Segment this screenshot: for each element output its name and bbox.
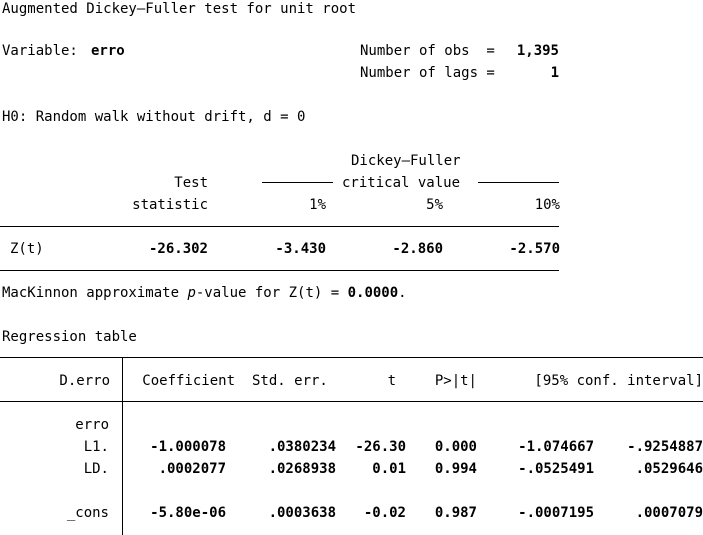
- col-5pct: 5%: [426, 197, 443, 213]
- table-row-se: .0003638: [268, 505, 336, 521]
- nlags-label: Number of lags =: [360, 65, 495, 81]
- table-row-coef: .0002077: [158, 461, 226, 477]
- reg-col-t: t: [387, 373, 396, 389]
- dickey-fuller-label: Dickey–Fuller: [351, 153, 461, 169]
- zt-label: Z(t): [10, 241, 44, 257]
- table-row-p: 0.000: [434, 439, 477, 455]
- table-row-t: -26.30: [355, 439, 406, 455]
- regression-title: Regression table: [2, 329, 137, 345]
- table-row-ci-high: .0007079: [635, 505, 703, 521]
- mackinnon-p: p: [187, 285, 196, 301]
- statistic-label: statistic: [132, 197, 208, 213]
- table-row-t: -0.02: [363, 505, 406, 521]
- test-title: Augmented Dickey–Fuller test for unit root: [2, 1, 357, 17]
- reg-depvar: D.erro: [59, 373, 110, 389]
- critical-value-label: critical value: [342, 175, 461, 191]
- critical-value-rule-right: [478, 182, 559, 183]
- mackinnon-note: [2, 284, 407, 302]
- mackinnon-value: 0.0000: [347, 285, 399, 301]
- table-row-ci-high: .0529646: [635, 461, 703, 477]
- table-row-se: .0380234: [268, 439, 336, 455]
- nobs-label: Number of obs =: [360, 43, 495, 59]
- table-row-p: 0.994: [434, 461, 477, 477]
- zt-cv-5pct: -2.860: [392, 241, 443, 257]
- reg-col-p: P>|t|: [434, 373, 477, 389]
- table-row-ci-high: -.9254887: [627, 439, 703, 455]
- table-row-t: 0.01: [372, 461, 406, 477]
- reg-col-coefficient: Coefficient: [142, 373, 235, 389]
- zt-cv-10pct: -2.570: [509, 241, 560, 257]
- table-row-ci-low: -.0525491: [518, 461, 594, 477]
- reg-table-rule-mid: [0, 401, 703, 402]
- nobs-value: 1,395: [516, 43, 559, 59]
- test-label: Test: [174, 175, 208, 191]
- reg-table-divider: [122, 357, 123, 535]
- table-row-se: .0268938: [268, 461, 336, 477]
- mackinnon-suffix: .: [398, 285, 407, 301]
- df-table-rule-top: [0, 226, 559, 227]
- table-row-label: _cons: [66, 505, 109, 521]
- df-table-rule-bottom: [0, 270, 559, 271]
- zt-cv-1pct: -3.430: [275, 241, 326, 257]
- table-row-ci-low: -.0007195: [518, 505, 594, 521]
- table-row-label: LD.: [83, 461, 109, 477]
- reg-table-rule-top: [0, 357, 703, 358]
- table-row-ci-low: -1.074667: [518, 439, 594, 455]
- variable-label: Variable:: [2, 43, 78, 59]
- reg-group-label: erro: [75, 417, 109, 433]
- mackinnon-prefix: MacKinnon approximate: [2, 285, 188, 301]
- col-1pct: 1%: [309, 197, 326, 213]
- variable-value: erro: [91, 43, 125, 59]
- reg-col-stderr: Std. err.: [252, 373, 328, 389]
- critical-value-rule-left: [262, 182, 333, 183]
- null-hypothesis: H0: Random walk without drift, d = 0: [2, 109, 306, 125]
- reg-col-confint: [95% conf. interval]: [534, 373, 703, 389]
- mackinnon-middle: -value for Z(t) =: [195, 285, 348, 301]
- nlags-value: 1: [550, 65, 559, 81]
- table-row-label: L1.: [83, 439, 109, 455]
- table-row-p: 0.987: [434, 505, 477, 521]
- zt-statistic: -26.302: [148, 241, 208, 257]
- col-10pct: 10%: [534, 197, 560, 213]
- table-row-coef: -5.80e-06: [150, 505, 226, 521]
- table-row-coef: -1.000078: [150, 439, 226, 455]
